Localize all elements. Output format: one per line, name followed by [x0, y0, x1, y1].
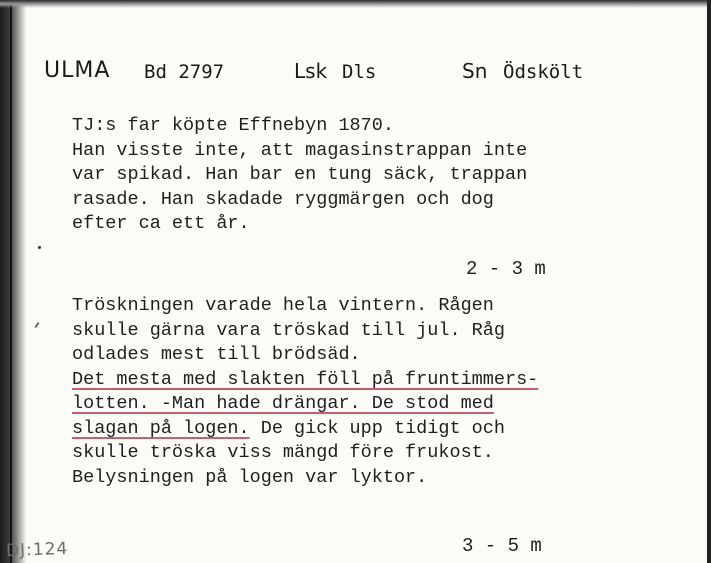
scan-border-line [10, 0, 12, 563]
text-line: Tröskningen varade hela vintern. Rågen [72, 295, 494, 316]
text-segment: De gick upp tidigt och [249, 417, 505, 439]
text-block-1 [72, 114, 672, 237]
text-line: odlades mest till brödsäd. [72, 344, 361, 365]
text-line: skulle gärna vara tröskad till jul. Råg [72, 319, 505, 341]
text-line: Belysningen på logen var lyktor. [72, 466, 428, 488]
underlined-text: slagan på logen. [72, 417, 250, 439]
page-range-2: 3 - 5 m [462, 535, 542, 557]
province-label: Lsk [294, 59, 328, 83]
text-line: Han visste inte, att magasinstrappan inte [72, 139, 528, 161]
handwritten-note: DJ:124 [5, 538, 69, 562]
parish-label: Sn [462, 59, 488, 83]
record-number: Bd 2797 [144, 61, 225, 83]
scan-right-border [707, 0, 711, 563]
page-range-1: 2 - 3 m [466, 258, 546, 280]
parish-value: Ödskölt [503, 61, 584, 83]
province-value: Dls [342, 61, 377, 83]
archive-label: ULMA [44, 58, 111, 83]
scan-top-border [0, 0, 711, 8]
text-line: rasade. Han skadade ryggmärgen och dog [72, 188, 494, 210]
text-block-2 [72, 294, 672, 490]
underlined-line [72, 368, 672, 393]
underlined-text: Det mesta med slakten föll på fruntimmers- [72, 368, 539, 390]
ink-speck [34, 322, 39, 328]
ink-speck [38, 246, 41, 249]
text-line: efter ca ett år. [72, 213, 250, 234]
text-line: var spikad. Han bar en tung säck, trappan [72, 164, 528, 185]
underlined-text: lotten. -Man hade drängar. De stod med [72, 393, 494, 414]
text-line: skulle tröska viss mängd före frukost. [72, 442, 494, 463]
underlined-line [72, 392, 672, 417]
mixed-line [72, 417, 672, 442]
card-header [44, 58, 684, 88]
text-line: TJ:s far köpte Effnebyn 1870. [72, 115, 394, 136]
scan-left-border [0, 0, 26, 563]
